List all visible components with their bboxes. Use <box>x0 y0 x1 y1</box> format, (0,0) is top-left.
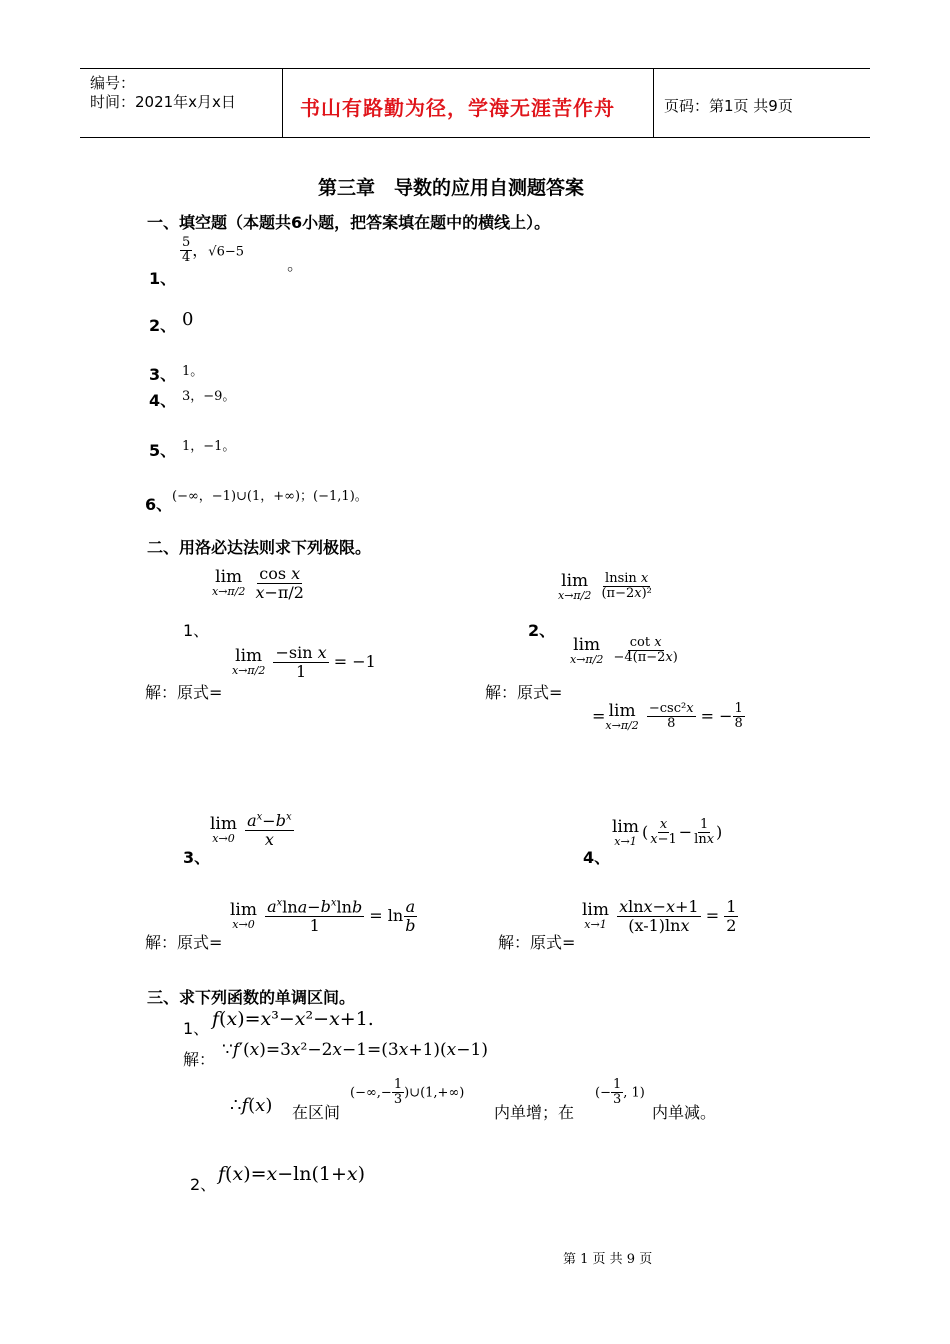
item-number: 2、 <box>528 621 556 640</box>
interval-text: 在区间 <box>292 1103 341 1122</box>
item-number: 1、 <box>183 621 210 640</box>
answer-2: 0 <box>182 309 194 330</box>
solution-label: 解：原式= <box>145 683 223 702</box>
solution-label: 解：原式= <box>498 933 576 952</box>
item-number: 6、 <box>145 495 173 514</box>
answer-1: $\frac{5}{4}$ ，√6−5 。 <box>182 235 304 274</box>
serial-label: 编号： <box>90 74 136 92</box>
solution-2-2-step1: lim x→π/2 $\frac{\text{cot x}}{-4(\pi-2x)}$ <box>570 634 678 666</box>
problem-2-4: lim x→1 ( $\frac{x}{x-1}$ − $\frac{1}{\ln x}$ ) <box>612 816 723 848</box>
answer-3: 1。 <box>182 364 204 379</box>
page-info: 页码：第1页 共9页 <box>664 97 793 115</box>
header-divider <box>653 69 654 137</box>
item-number: 1、 <box>149 269 177 288</box>
motto: 书山有路勤为径，学海无涯苦作舟 <box>300 96 615 120</box>
solution-2-4: lim x→1 $\frac{xlnx-x+1}{(x-1)\ln x}$ = $\frac{1}{2}$ <box>582 897 737 935</box>
problem-2-3: lim x→0 $\frac{a^x-b^x}{x}$ <box>210 811 292 849</box>
item-number: 4、 <box>583 848 611 867</box>
item-number: 2、 <box>190 1175 217 1194</box>
page-title: 第三章 导数的应用自测题答案 <box>318 177 585 199</box>
answer-4: 3，−9。 <box>182 389 236 404</box>
problem-2-2: lim x→π/2 $\frac{\text{lnsin x}}{\text{(π−2x)²}}$ <box>558 570 652 602</box>
solution-label: 解：原式= <box>145 933 223 952</box>
page-footer: 第 1 页 共 9 页 <box>563 1252 653 1267</box>
solution-3-1-conclusion: ∴f(x) <box>230 1095 273 1116</box>
problem-3-2: f(x)=x−ln(1+x) <box>218 1163 366 1185</box>
decreasing-interval: (− $\frac{1}{3}$ , 1) <box>595 1077 645 1108</box>
answer-6: (−∞，−1)∪(1，+∞)；(−1,1)。 <box>172 489 368 504</box>
answer-5: 1，−1。 <box>182 439 236 454</box>
decrease-text: 内单减。 <box>652 1103 717 1122</box>
solution-3-1-derivative: ∵f′(x)=3x²−2x−1=(3x+1)(x−1) <box>222 1040 488 1060</box>
section1-heading: 一、填空题（本题共6小题，把答案填在题中的横线上）。 <box>147 213 551 232</box>
increasing-interval: (−∞,− $\frac{1}{3}$ )∪(1,+∞) <box>350 1077 465 1108</box>
date-label: 时间：2021年x月x日 <box>90 93 236 111</box>
header-divider <box>282 69 283 137</box>
item-number: 2、 <box>149 316 177 335</box>
solution-2-1: lim x→π/2 $\frac{\text{−sin x}}{1}$ = −1 <box>232 643 376 681</box>
item-number: 5、 <box>149 441 177 460</box>
item-number: 4、 <box>149 391 177 410</box>
solution-label: 解：原式= <box>485 683 563 702</box>
solution-label: 解： <box>183 1050 216 1069</box>
problem-2-1: lim x→π/2 $\frac{\text{cos x}}{x-\pi/2}$ <box>212 564 304 602</box>
solution-2-3: lim x→0 $\frac{a^x\ln a-b^x\ln b}{1}$ = ln $\frac{a}{b}$ <box>230 897 416 935</box>
problem-3-1: f(x)=x³−x²−x+1. <box>212 1008 374 1030</box>
item-number: 1、 <box>183 1019 210 1038</box>
section2-heading: 二、用洛必达法则求下列极限。 <box>147 538 372 557</box>
item-number: 3、 <box>183 848 211 867</box>
section3-heading: 三、求下列函数的单调区间。 <box>147 988 356 1007</box>
increase-text: 内单增；在 <box>494 1103 575 1122</box>
item-number: 3、 <box>149 365 177 384</box>
solution-2-2-step2: = lim x→π/2 $\frac{\text{−csc²x}}{8}$ = − $\frac{1}{8}$ <box>592 700 743 732</box>
